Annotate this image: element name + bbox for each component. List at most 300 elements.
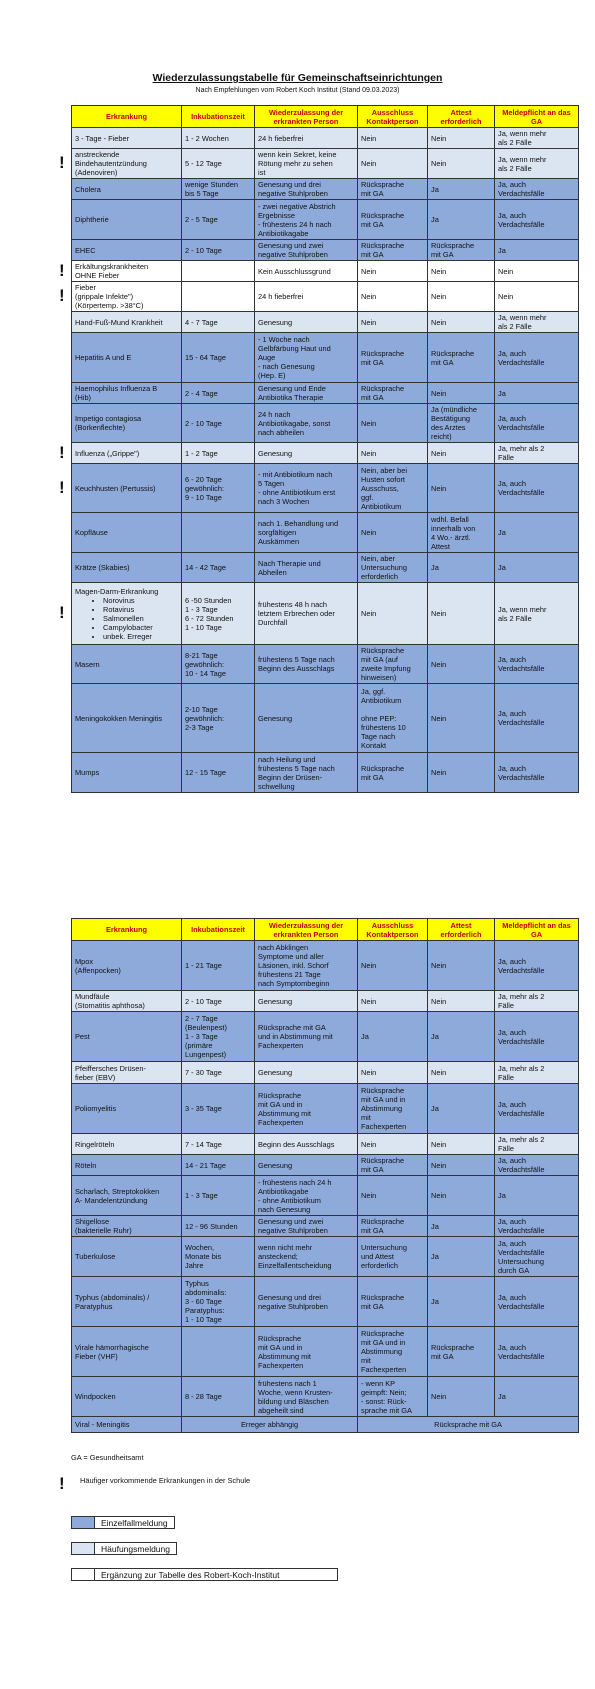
cell-meldepflicht <box>495 1176 579 1216</box>
cell-text: 2 - 10 Tage <box>185 996 222 1006</box>
cell-text: - wenn KP <box>361 1378 396 1388</box>
cell-inkubationszeit <box>182 753 255 793</box>
cell-text: Ja <box>361 1032 369 1041</box>
cell-text: 2 - 10 Tage <box>185 418 222 428</box>
exclamation-icon: ! <box>59 477 65 497</box>
cell-text: Durchfall <box>258 618 288 627</box>
cell-text: Genesung und drei <box>258 180 321 189</box>
cell-erkrankung <box>72 753 182 793</box>
cell-text: gewöhnlich: <box>185 713 225 723</box>
cell-ausschluss <box>358 991 428 1012</box>
cell-text: - ohne Antibiotikum <box>258 1195 321 1205</box>
cell-text: mit GA <box>361 1301 384 1311</box>
header-attest: Attest erforderlich <box>428 919 495 941</box>
cell-text: (Adenoviren) <box>75 168 118 177</box>
cell-text: Nein <box>431 317 447 327</box>
cell-text: Beginn des Ausschlags <box>258 664 335 673</box>
cell-meldepflicht <box>495 261 579 282</box>
cell-inkubationszeit <box>182 1237 255 1277</box>
cell-text: Verdachtsfälle <box>498 1301 545 1311</box>
cell-ausschluss <box>358 513 428 553</box>
cell-text: (Stomatitis aphthosa) <box>75 1001 145 1010</box>
cell-text: Nein, aber bei <box>361 465 408 475</box>
cell-text: - 1 Woche nach <box>258 335 310 344</box>
cell-text: Nein <box>361 292 377 301</box>
table-row <box>72 1155 579 1176</box>
cell-ausschluss <box>358 1327 428 1377</box>
cell-text: Rücksprache <box>361 1329 405 1338</box>
cell-erkrankung <box>72 1277 182 1327</box>
cell-text: abdominalis: <box>185 1288 227 1297</box>
cell-text: Kein Ausschlussgrund <box>258 266 331 276</box>
cell-text <box>185 267 251 276</box>
cell-text: Rücksprache <box>361 210 405 220</box>
cell-text: mit GA (auf <box>361 655 398 664</box>
table-row <box>72 645 579 684</box>
cell-text: Ja, mehr als 2 <box>498 1063 545 1073</box>
cell-text: Ja, wenn mehr <box>498 129 547 138</box>
cell-text: mit <box>361 1356 371 1365</box>
header-meldepflicht: Meldepflicht an das GA <box>495 106 579 128</box>
cell-ausschluss <box>358 645 428 684</box>
cell-ausschluss <box>358 333 428 383</box>
cell-text: Ja, auch <box>498 709 526 718</box>
cell-text: 8-21 Tage <box>185 650 218 660</box>
cell-erkrankung <box>72 1327 182 1377</box>
cell-merged-right: Rücksprache mit GA <box>358 1417 579 1433</box>
cell-wiederzulassung <box>255 991 358 1012</box>
cell-ausschluss <box>358 443 428 464</box>
cell-text: ist <box>258 168 266 177</box>
table-row <box>72 261 579 282</box>
cell-text: 2-10 Tage <box>185 704 218 714</box>
cell-text: Ja, wenn mehr <box>498 154 547 164</box>
cell-text: mit GA <box>361 772 384 782</box>
cell-text: Kontakt <box>361 740 387 750</box>
cell-attest <box>428 282 495 312</box>
cell-inkubationszeit <box>182 404 255 443</box>
cell-inkubationszeit <box>182 200 255 240</box>
cell-wiederzulassung <box>255 1237 358 1277</box>
cell-text: Rücksprache <box>361 241 405 250</box>
cell-text: Auskämmen <box>258 537 300 546</box>
cell-erkrankung <box>72 1134 182 1155</box>
cell-text: Verdachtsfälle <box>498 1108 545 1118</box>
list-item: • Rotavirus <box>103 605 178 614</box>
cell-wiederzulassung <box>255 333 358 383</box>
cell-text: - ohne Antibiotikum erst <box>258 488 336 497</box>
cell-text: Nein <box>498 266 514 276</box>
cell-text: Verdachtsfälle <box>498 357 545 367</box>
cell-text: Rücksprache <box>361 1086 405 1095</box>
cell-text: Läsionen, inkl. Schorf <box>258 961 329 970</box>
cell-text: Nein <box>431 292 447 301</box>
cell-text: Genesung <box>258 713 293 723</box>
cell-text: - zwei negative Abstrich <box>258 201 336 211</box>
page-title: Wiederzulassungstabelle für Gemeinschaftseinrichtungen <box>152 72 443 84</box>
table-row <box>72 1216 579 1237</box>
cell-ausschluss <box>358 1216 428 1237</box>
cell-text: Nein <box>361 266 377 276</box>
cell-text: sprache mit GA <box>361 1405 412 1415</box>
cell-text: Rücksprache mit GA <box>258 1023 326 1032</box>
cell-ausschluss <box>358 1134 428 1155</box>
cell-text: 24 h fieberfrei <box>258 292 304 301</box>
cell-meldepflicht <box>495 404 579 443</box>
cell-text: 1 - 2 Wochen <box>185 133 229 143</box>
table-row <box>72 383 579 404</box>
cell-text: mit GA und in <box>258 1342 303 1352</box>
cell-meldepflicht <box>495 128 579 149</box>
header-wiederzulassung: Wiederzulassung der erkrankten Person <box>255 106 358 128</box>
cell-meldepflicht <box>495 464 579 513</box>
cell-erkrankung <box>72 1062 182 1084</box>
cell-wiederzulassung <box>255 1277 358 1327</box>
cell-erkrankung <box>72 645 182 684</box>
cell-attest <box>428 240 495 261</box>
table-row <box>72 1012 579 1062</box>
cell-text: 1 - 21 Tage <box>185 961 222 970</box>
cell-text: Nein <box>361 317 377 327</box>
ga-abbreviation-note: GA = Gesundheitsamt <box>71 1453 144 1462</box>
cell-inkubationszeit <box>182 513 255 553</box>
cell-text: des Arztes <box>431 423 466 432</box>
cell-text: Typhus (abdominalis) / <box>75 1292 150 1302</box>
cell-text: Antibiotika Therapie <box>258 393 324 402</box>
legend-swatch-light <box>72 1543 95 1554</box>
cell-ausschluss <box>358 753 428 793</box>
cell-text: Fachexperten <box>258 1117 304 1127</box>
table-row <box>72 1237 579 1277</box>
cell-text: Abstimmung mit <box>258 1351 311 1361</box>
cell-text: Bindehautentzündung <box>75 159 147 168</box>
cell-erkrankung <box>72 200 182 240</box>
cell-text: Ja <box>431 184 439 194</box>
cell-text: Genesung <box>258 1160 293 1170</box>
cell-text: Genesung <box>258 1068 293 1077</box>
cell-text: Nein <box>361 133 377 143</box>
cell-text: Ja, auch <box>498 763 526 773</box>
cell-meldepflicht <box>495 513 579 553</box>
cell-text: (Beulenpest) <box>185 1023 227 1032</box>
cell-inkubationszeit <box>182 312 255 333</box>
cell-erkrankung <box>72 333 182 383</box>
cell-text: bildung und Bläschen <box>258 1396 329 1406</box>
cell-text: Ja <box>431 1297 439 1306</box>
cell-text: 5 - 12 Tage <box>185 159 222 168</box>
cell-ausschluss <box>358 1155 428 1176</box>
cell-wiederzulassung <box>255 513 358 553</box>
cell-text: Erkältungskrankheiten <box>75 262 149 271</box>
cell-text: Krätze (Skabies) <box>75 563 130 572</box>
cell-text: Meningokokken Meningitis <box>75 713 163 723</box>
cell-attest <box>428 513 495 553</box>
cell-meldepflicht <box>495 443 579 464</box>
cell-text: zweite Impfung <box>361 664 411 673</box>
cell-inkubationszeit <box>182 1377 255 1417</box>
table-row <box>72 179 579 200</box>
cell-wiederzulassung <box>255 1134 358 1155</box>
cell-ausschluss <box>358 179 428 200</box>
cell-text: - nach Genesung <box>258 362 315 371</box>
cell-text: Pfeiffersches Drüsen- <box>75 1063 146 1073</box>
exclamation-icon: ! <box>59 1474 65 1493</box>
cell-text: Verdachtsfälle <box>498 219 545 229</box>
cell-text: Nein <box>431 266 447 276</box>
cell-inkubationszeit <box>182 261 255 282</box>
cell-text: Ja, auch <box>498 1238 526 1248</box>
cell-meldepflicht <box>495 1277 579 1327</box>
cell-ausschluss <box>358 282 428 312</box>
cell-text: Nein <box>431 1068 447 1077</box>
cell-attest <box>428 753 495 793</box>
cell-meldepflicht <box>495 1012 579 1062</box>
cell-text: hinweisen) <box>361 673 397 682</box>
cell-text: 8 - 28 Tage <box>185 1392 222 1401</box>
cell-erkrankung <box>72 1237 182 1277</box>
cell-text: Ja, ggf. <box>361 686 386 696</box>
cell-text: Nein <box>361 1191 377 1200</box>
cell-text: erforderlich <box>361 1261 398 1270</box>
cell-text: letztem Erbrechen oder <box>258 609 335 618</box>
disease-table-page-1 <box>71 105 579 793</box>
cell-text: wenige Stunden <box>185 180 239 189</box>
cell-erkrankung <box>72 1377 182 1417</box>
cell-text: Rücksprache <box>361 180 405 189</box>
table-row <box>72 941 579 991</box>
cell-erkrankung <box>72 404 182 443</box>
cell-text: Antibiotikagabe <box>258 1186 309 1196</box>
cell-text: mit GA und in <box>361 1095 406 1104</box>
cell-text: als 2 Fälle <box>498 163 532 173</box>
cell-text: EHEC <box>75 245 96 255</box>
page-subtitle: Nach Empfehlungen vom Robert Koch Institut (Stand 09.03.2023) <box>195 87 400 94</box>
cell-text: reicht) <box>431 432 452 441</box>
cell-inkubationszeit <box>182 128 255 149</box>
table-row <box>72 443 579 464</box>
cell-meldepflicht <box>495 1084 579 1134</box>
cell-text: Husten sofort <box>361 474 405 484</box>
cell-text: mit GA <box>361 1226 384 1235</box>
cell-text: Ja <box>498 1191 506 1200</box>
cell-text: abgeheilt sind <box>258 1405 304 1415</box>
cell-text: bis 5 Tage <box>185 189 219 198</box>
cell-text: Nein <box>431 659 447 669</box>
cell-attest <box>428 149 495 179</box>
cell-inkubationszeit <box>182 383 255 404</box>
table-row <box>72 404 579 443</box>
cell-text: Genesung <box>258 996 293 1006</box>
cell-erkrankung <box>72 513 182 553</box>
header-erkrankung: Erkrankung <box>72 106 182 128</box>
cell-text: 2 - 5 Tage <box>185 215 218 224</box>
cell-text: frühestens 10 <box>361 722 406 732</box>
cell-text: 3 - Tage - Fieber <box>75 133 130 143</box>
cell-text: Auge <box>258 353 276 362</box>
cell-inkubationszeit <box>182 991 255 1012</box>
cell-wiederzulassung <box>255 383 358 404</box>
cell-text: Ja, auch <box>498 348 526 358</box>
cell-meldepflicht <box>495 1062 579 1084</box>
header-inkubationszeit: Inkubationszeit <box>182 919 255 941</box>
frequent-disease-note: Häufiger vorkommende Erkrankungen in der Schule <box>80 1476 251 1485</box>
cell-text: Keuchhusten (Pertussis) <box>75 483 156 493</box>
cell-inkubationszeit <box>182 179 255 200</box>
cell-text: 14 - 21 Tage <box>185 1160 226 1170</box>
cell-text: Ja, auch <box>498 655 526 664</box>
cell-text: nach Heilung und <box>258 754 316 764</box>
cell-text: mit GA <box>431 1351 454 1361</box>
cell-wiederzulassung <box>255 1377 358 1417</box>
cell-wiederzulassung <box>255 941 358 991</box>
cell-text: 6 - 20 Tage <box>185 474 222 484</box>
cell-wiederzulassung <box>255 128 358 149</box>
cell-text: frühestens 48 h nach <box>258 600 328 609</box>
cell-text: Nein <box>431 1392 447 1401</box>
exclamation-icon: ! <box>59 442 65 462</box>
cell-ausschluss <box>358 383 428 404</box>
cell-inkubationszeit <box>182 240 255 261</box>
cell-text: Fieber (VHF) <box>75 1351 118 1361</box>
cell-text: Influenza („Grippe") <box>75 448 140 458</box>
cell-text: Antibiotikum <box>361 695 402 705</box>
cell-text: Ja, auch <box>498 1342 526 1352</box>
cell-inkubationszeit <box>182 645 255 684</box>
cell-meldepflicht <box>495 1327 579 1377</box>
cell-text: ggf. <box>361 492 374 502</box>
cell-text: 1 - 3 Tage <box>185 604 218 614</box>
cell-erkrankung: Viral - Meningitis <box>72 1417 182 1433</box>
cell-wiederzulassung <box>255 1327 358 1377</box>
disease-table-page-2 <box>71 918 579 1433</box>
cell-inkubationszeit <box>182 1134 255 1155</box>
cell-erkrankung <box>72 941 182 991</box>
cell-text: mit GA <box>431 250 454 259</box>
cell-attest <box>428 1216 495 1237</box>
cell-inkubationszeit <box>182 553 255 583</box>
cell-text: Woche, wenn Krusten- <box>258 1387 333 1397</box>
cell-meldepflicht <box>495 1155 579 1176</box>
cell-text: Ja, wenn mehr <box>498 604 547 614</box>
cell-attest <box>428 1176 495 1216</box>
cell-meldepflicht <box>495 240 579 261</box>
cell-attest <box>428 1134 495 1155</box>
cell-text: Verdachtsfälle <box>498 189 545 198</box>
cell-erkrankung <box>72 282 182 312</box>
cell-meldepflicht <box>495 333 579 383</box>
cell-text: Genesung und drei <box>258 1292 321 1302</box>
cell-text: negative Stuhlproben <box>258 189 328 198</box>
cell-text: Verdachtsfälle <box>498 488 545 497</box>
cell-text: innerhalb von <box>431 523 476 533</box>
cell-attest <box>428 443 495 464</box>
cell-text: Ja <box>498 1392 506 1401</box>
cell-text: Ja <box>498 388 506 398</box>
cell-text: Nein <box>361 528 377 537</box>
cell-wiederzulassung <box>255 1062 358 1084</box>
cell-text: mit GA und in <box>361 1338 406 1347</box>
cell-text: Magen-Darm-Erkrankung <box>75 586 159 596</box>
cell-text: nach Abklingen <box>258 943 309 952</box>
cell-meldepflicht <box>495 645 579 684</box>
legend-label: Ergänzung zur Tabelle des Robert-Koch-Institut <box>101 1569 280 1580</box>
cell-ausschluss <box>358 128 428 149</box>
cell-text: Ausschuss, <box>361 483 399 493</box>
cell-merged-left: Erreger abhängig <box>182 1417 358 1433</box>
table-header-row <box>72 106 579 128</box>
cell-meldepflicht <box>495 553 579 583</box>
cell-text: 7 - 14 Tage <box>185 1139 222 1149</box>
cell-text: Genesung und zwei <box>258 1217 324 1226</box>
cell-text: Rücksprache <box>431 1342 475 1352</box>
cell-erkrankung <box>72 464 182 513</box>
cell-text: 7 - 30 Tage <box>185 1068 222 1077</box>
cell-erkrankung <box>72 991 182 1012</box>
cell-attest <box>428 645 495 684</box>
cell-text: 2 - 7 Tage <box>185 1014 218 1023</box>
cell-text: Nein <box>431 768 447 777</box>
header-ausschluss: Ausschluss Kontaktperson <box>358 106 428 128</box>
legend-einzelfall <box>71 1516 175 1529</box>
cell-text: Verdachtsfälle <box>498 772 545 782</box>
cell-inkubationszeit <box>182 1155 255 1176</box>
cell-text: Röteln <box>75 1160 97 1170</box>
cell-text: Ja, wenn mehr <box>498 313 547 322</box>
cell-text: - frühestens nach 24 h <box>258 1177 332 1187</box>
cell-text: frühestens 5 Tage nach <box>258 655 335 664</box>
cell-text: nach Symptombeginn <box>258 979 330 988</box>
cell-text: Genesung und zwei <box>258 241 324 250</box>
cell-attest <box>428 200 495 240</box>
cell-text: 2 - 10 Tage <box>185 245 222 255</box>
cell-inkubationszeit <box>182 443 255 464</box>
header-ausschluss: Ausschluss Kontaktperson <box>358 919 428 941</box>
cell-text: frühestens 5 Tage nach <box>258 763 335 773</box>
cell-text: Beginn der Drüsen- <box>258 772 323 782</box>
cell-attest <box>428 261 495 282</box>
cell-text: fieber (EBV) <box>75 1072 116 1082</box>
cell-text: Beginn des Ausschlags <box>258 1139 335 1149</box>
cell-inkubationszeit <box>182 464 255 513</box>
cell-attest <box>428 404 495 443</box>
cell-text: Ja <box>431 1221 439 1231</box>
cell-text: Nein <box>361 448 377 458</box>
cell-attest <box>428 684 495 753</box>
cell-text: Ja <box>431 215 439 224</box>
cell-text: Kopfläuse <box>75 528 108 537</box>
cell-text: Poliomyelitis <box>75 1104 117 1113</box>
cell-erkrankung <box>72 240 182 261</box>
cell-text: OHNE Fieber <box>75 271 120 280</box>
cell-erkrankung <box>72 1216 182 1237</box>
cell-erkrankung <box>72 1084 182 1134</box>
cell-inkubationszeit <box>182 1216 255 1237</box>
cell-meldepflicht <box>495 383 579 404</box>
cell-text: Mpox <box>75 956 94 966</box>
cell-text: Genesung <box>258 317 293 327</box>
cell-text: Pest <box>75 1032 90 1041</box>
cell-text: - sonst: Rück- <box>361 1396 407 1406</box>
cell-text: Verdachtsfälle <box>498 1036 545 1046</box>
cell-wiederzulassung <box>255 753 358 793</box>
cell-text: mit GA <box>361 250 384 259</box>
cell-text: (primäre <box>185 1041 213 1050</box>
cell-text: Monate bis <box>185 1252 222 1261</box>
list-item: • Salmonellen <box>103 614 178 623</box>
table-row <box>72 312 579 333</box>
cell-text: 6 -50 Stunden <box>185 595 232 605</box>
cell-erkrankung <box>72 383 182 404</box>
